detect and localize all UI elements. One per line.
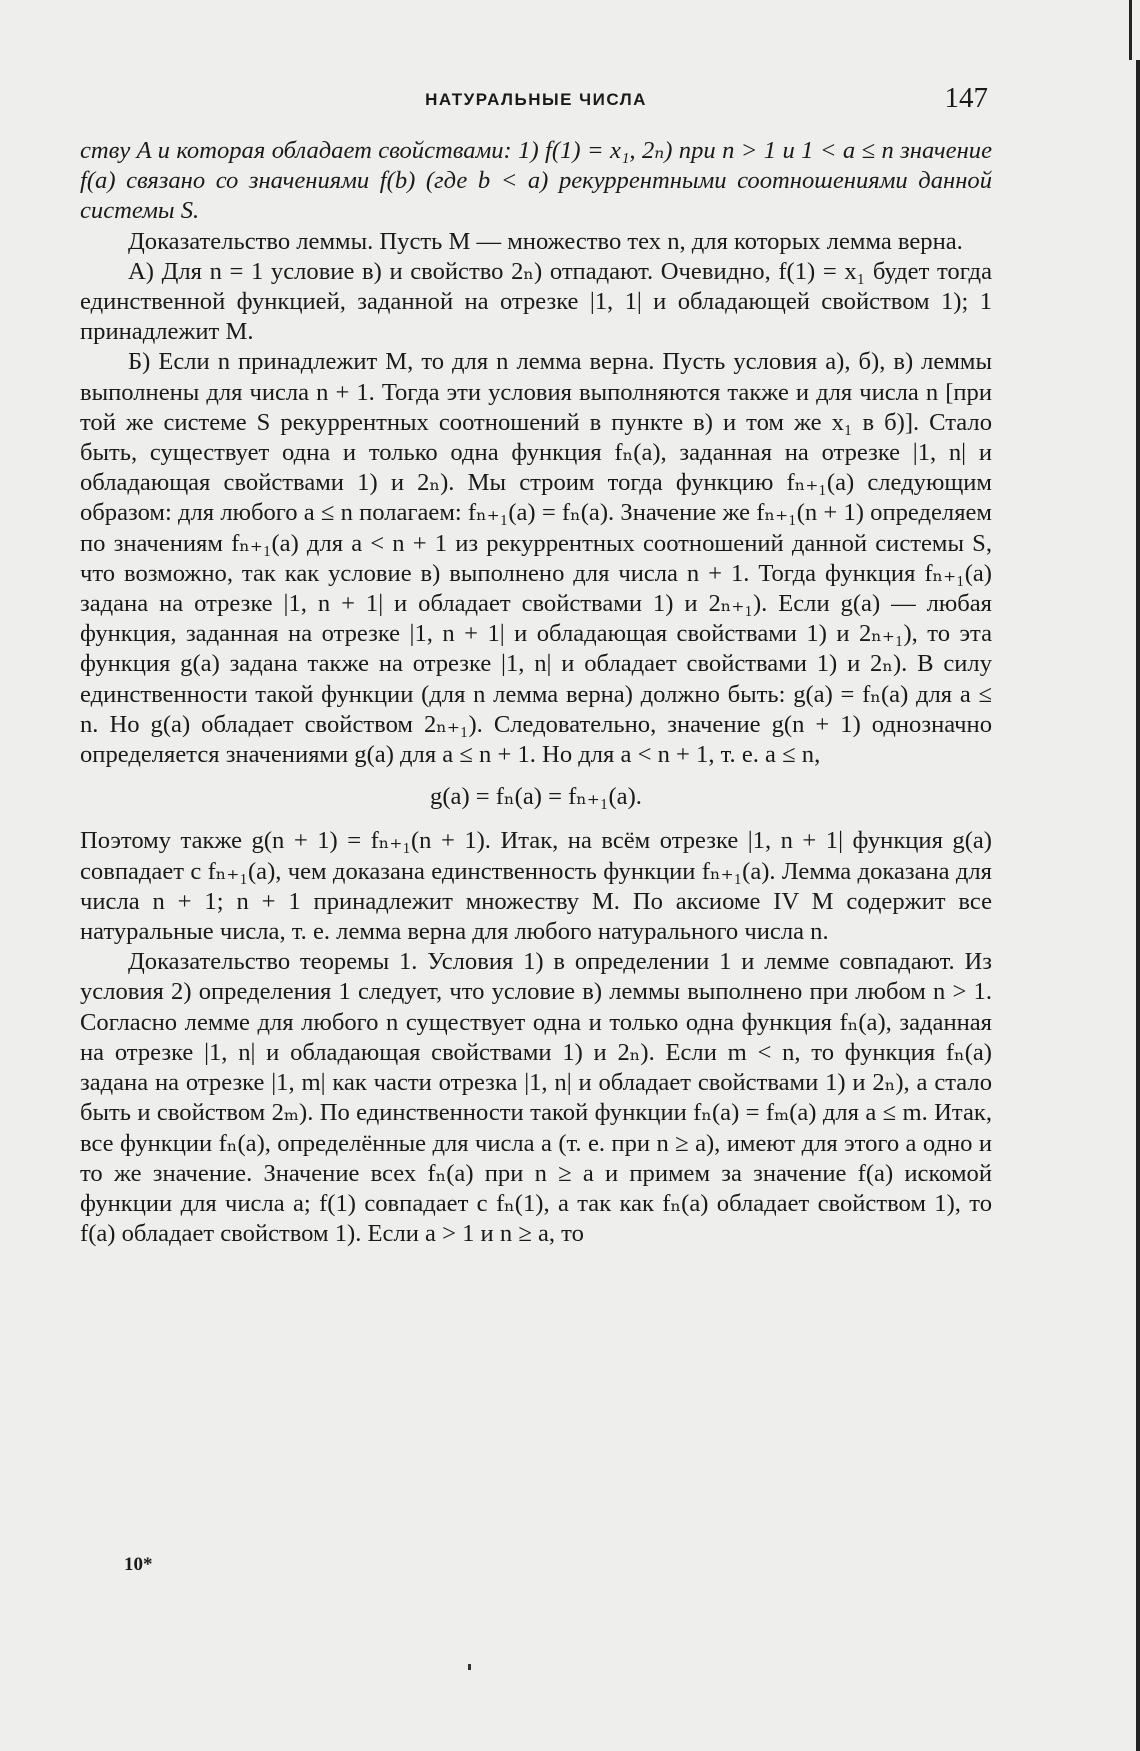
signature-mark: 10* bbox=[124, 1554, 153, 1575]
paragraph-case-b: Б) Если n принадлежит M, то для n лемма верна. Пусть условия а), б), в) леммы выполнены для числа n + 1. Тогда эти условия выполняются также и для числа n [при той же системе S рекуррентных соотношений в пункте в) и том же x₁ в б)]. Стало быть, существует одна и только одна функция fₙ(a), заданная на отрезке |1, n| и обладающая свойствами 1) и 2ₙ). Мы строим тогда функцию fₙ₊₁(a) следующим образом: для любого a ≤ n полагаем: fₙ₊₁(a) = fₙ(a). Значение же fₙ₊₁(n + 1) определяем по значениям fₙ₊₁(a) для a < n + 1 из рекуррентных соотношений данной системы S, что возможно, так как условие в) выполнено для числа n + 1. Тогда функция fₙ₊₁(a) задана на отрезке |1, n + 1| и обладает свойствами 1) и 2ₙ₊₁). Если g(a) — любая функция, заданная на отрезке |1, n + 1| и обладающая свойствами 1) и 2ₙ₊₁), то эта функция g(a) задана также на отрезке |1, n| и обладает свойствами 1) и 2ₙ). В силу единственности такой функции (для n лемма верна) должно быть: g(a) = fₙ(a) для a ≤ n. Но g(a) обладает свойством 2ₙ₊₁). Следовательно, значение g(n + 1) однозначно определяется значениями g(a) для a ≤ n + 1. Но для a < n + 1, т. е. a ≤ n, bbox=[80, 348, 992, 769]
page-body bbox=[80, 136, 992, 1249]
page-header bbox=[80, 82, 992, 122]
page-number: 147 bbox=[944, 82, 988, 114]
paragraph-case-a: А) Для n = 1 условие в) и свойство 2ₙ) отпадают. Очевидно, f(1) = x₁ будет тогда единственной функцией, заданной на отрезке |1, 1| и обладающей свойством 1); 1 принадлежит M. bbox=[80, 257, 992, 346]
paragraph-theorem-proof: Доказательство теоремы 1. Условия 1) в определении 1 и лемме совпадают. Из условия 2) определения 1 следует, что условие в) леммы выполнено при любом n > 1. Согласно лемме для любого n существует одна и только одна функция fₙ(a), заданная на отрезке |1, n| и обладающая свойствами 1) и 2ₙ). Если m < n, то функция fₙ(a) задана на отрезке |1, m| как части отрезка |1, n| и обладает свойствами 1) и 2ₙ), а стало быть и свойством 2ₘ). По единственности такой функции fₙ(a) = fₘ(a) для a ≤ m. Итак, все функции fₙ(a), определённые для числа a (т. е. при n ≥ a), имеют для этого a одно и то же значение. Значение всех fₙ(a) при n ≥ a и примем за значение f(a) искомой функции для числа a; f(1) совпадает с fₙ(1), а так как fₙ(a) обладает свойством 1), то f(a) обладает свойством 1). Если a > 1 и n ≥ a, то bbox=[80, 948, 992, 1248]
paragraph-lemma-proof: Доказательство леммы. Пусть M — множество тех n, для которых лемма верна. bbox=[128, 227, 963, 255]
display-formula: g(a) = fₙ(a) = fₙ₊₁(a). bbox=[430, 783, 642, 811]
running-title: НАТУРАЛЬНЫЕ ЧИСЛА bbox=[425, 90, 647, 109]
paragraph-continuation: ству A и которая обладает свойствами: 1) f(1) = x₁, 2ₙ) при n > 1 и 1 < a ≤ n значение f(a) связано со значениями f(b) (где b < a) рекуррентными соотношениями данной системы S. bbox=[80, 137, 992, 225]
scan-edge-right bbox=[1136, 60, 1140, 1751]
paragraph-conclusion: Поэтому также g(n + 1) = fₙ₊₁(n + 1). Итак, на всём отрезке |1, n + 1| функция g(a) совпадает с fₙ₊₁(a), чем доказана единственность функции fₙ₊₁(a). Лемма доказана для числа n + 1; n + 1 принадлежит множеству M. По аксиоме IV M содержит все натуральные числа, т. е. лемма верна для любого натурального числа n. bbox=[80, 827, 992, 946]
scan-edge-top bbox=[1129, 0, 1132, 60]
scan-speck bbox=[468, 1664, 471, 1670]
